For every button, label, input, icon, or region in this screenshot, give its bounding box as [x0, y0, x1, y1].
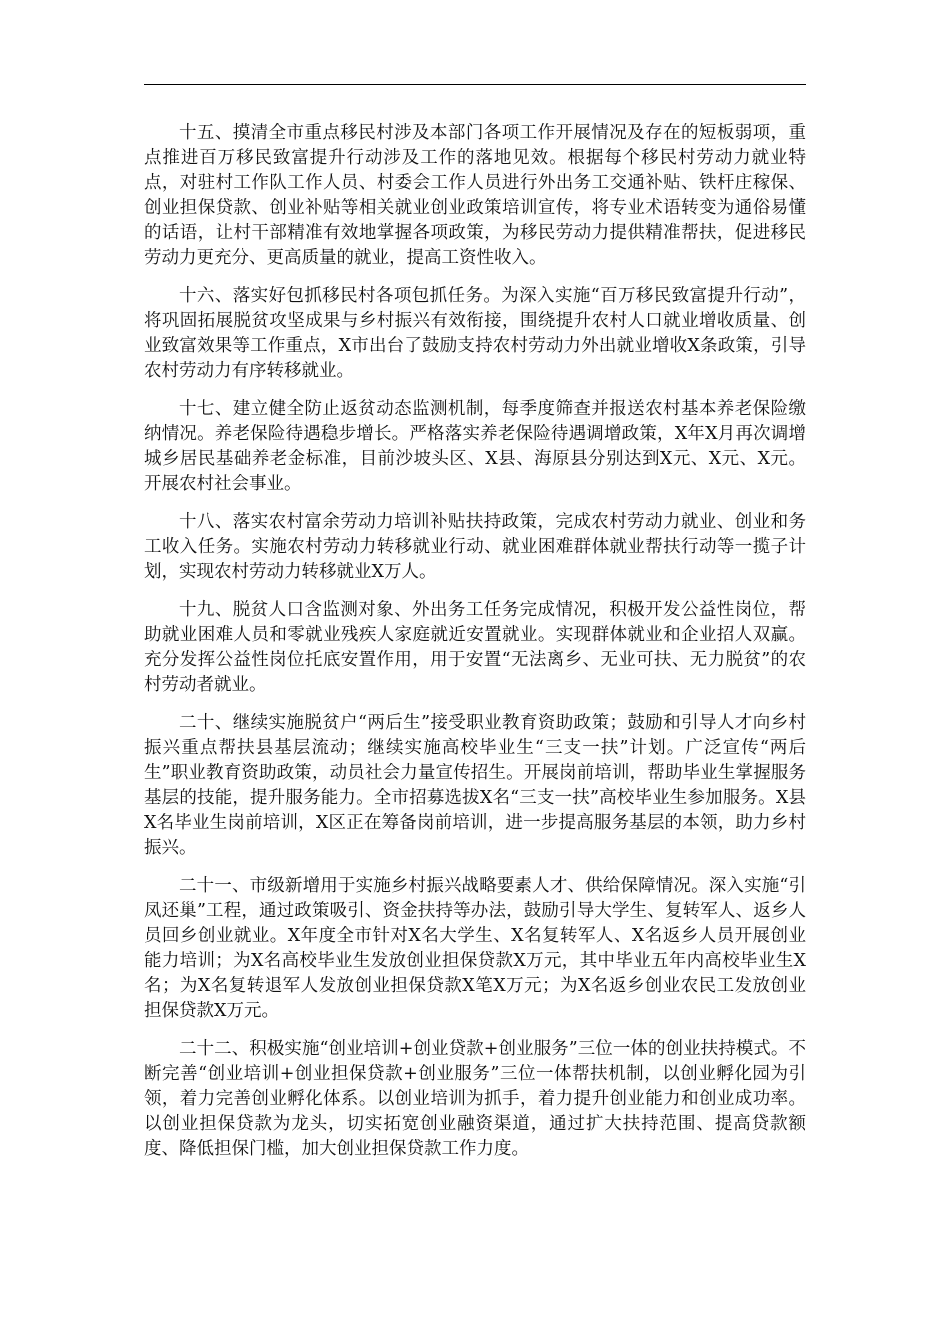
paragraph-17: 十七、建立健全防止返贫动态监测机制，每季度筛查并报送农村基本养老保险缴纳情况。养老保险待遇稳步增长。严格落实养老保险待遇调增政策，X年X月再次调增城乡居民基础养老金标准，目前沙坡头区、X县、海原县分别达到X元、X元、X元。开展农村社会事业。	[144, 399, 806, 494]
paragraph-18: 十八、落实农村富余劳动力培训补贴扶持政策，完成农村劳动力就业、创业和务工收入任务。实施农村劳动力转移就业行动、就业困难群体就业帮扶行动等一揽子计划，实现农村劳动力转移就业X万人。	[144, 512, 806, 582]
header-rule	[144, 84, 806, 85]
paragraph-19: 十九、脱贫人口含监测对象、外出务工任务完成情况，积极开发公益性岗位，帮助就业困难人员和零就业残疾人家庭就近安置就业。实现群体就业和企业招人双赢。充分发挥公益性岗位托底安置作用，用于安置“无法离乡、无业可扶、无力脱贫”的农村劳动者就业。	[144, 600, 806, 695]
paragraph-20: 二十、继续实施脱贫户“两后生”接受职业教育资助政策；鼓励和引导人才向乡村振兴重点帮扶县基层流动；继续实施高校毕业生“三支一扶”计划。广泛宣传“两后生”职业教育资助政策，动员社会力量宣传招生。开展岗前培训，帮助毕业生掌握服务基层的技能，提升服务能力。全市招募选拔X名“三支一扶”高校毕业生参加服务。X县X名毕业生岗前培训，X区正在筹备岗前培训，进一步提高服务基层的本领，助力乡村振兴。	[144, 713, 806, 858]
document-body	[144, 121, 806, 1175]
paragraph-22: 二十二、积极实施“创业培训+创业贷款+创业服务”三位一体的创业扶持模式。不断完善“创业培训+创业担保贷款+创业服务”三位一体帮扶机制，以创业孵化园为引领，着力完善创业孵化体系。以创业培训为抓手，着力提升创业能力和创业成功率。以创业担保贷款为龙头，切实拓宽创业融资渠道，通过扩大扶持范围、提高贷款额度、降低担保门槛，加大创业担保贷款工作力度。	[144, 1039, 806, 1159]
paragraph-16: 十六、落实好包抓移民村各项包抓任务。为深入实施“百万移民致富提升行动”，将巩固拓展脱贫攻坚成果与乡村振兴有效衔接，围绕提升农村人口就业增收质量、创业致富效果等工作重点，X市出台了鼓励支持农村劳动力外出就业增收X条政策，引导农村劳动力有序转移就业。	[144, 286, 806, 381]
paragraph-15: 十五、摸清全市重点移民村涉及本部门各项工作开展情况及存在的短板弱项，重点推进百万移民致富提升行动涉及工作的落地见效。根据每个移民村劳动力就业特点，对驻村工作队工作人员、村委会工作人员进行外出务工交通补贴、铁杆庄稼保、创业担保贷款、创业补贴等相关就业创业政策培训宣传，将专业术语转变为通俗易懂的话语，让村干部精准有效地掌握各项政策，为移民劳动力提供精准帮扶，促进移民劳动力更充分、更高质量的就业，提高工资性收入。	[144, 123, 806, 268]
paragraph-21: 二十一、市级新增用于实施乡村振兴战略要素人才、供给保障情况。深入实施“引凤还巢”工程，通过政策吸引、资金扶持等办法，鼓励引导大学生、复转军人、返乡人员回乡创业就业。X年度全市针对X名大学生、X名复转军人、X名返乡人员开展创业能力培训；为X名高校毕业生发放创业担保贷款X万元，其中毕业五年内高校毕业生X名；为X名复转退军人发放创业担保贷款X笔X万元；为X名返乡创业农民工发放创业担保贷款X万元。	[144, 876, 806, 1021]
